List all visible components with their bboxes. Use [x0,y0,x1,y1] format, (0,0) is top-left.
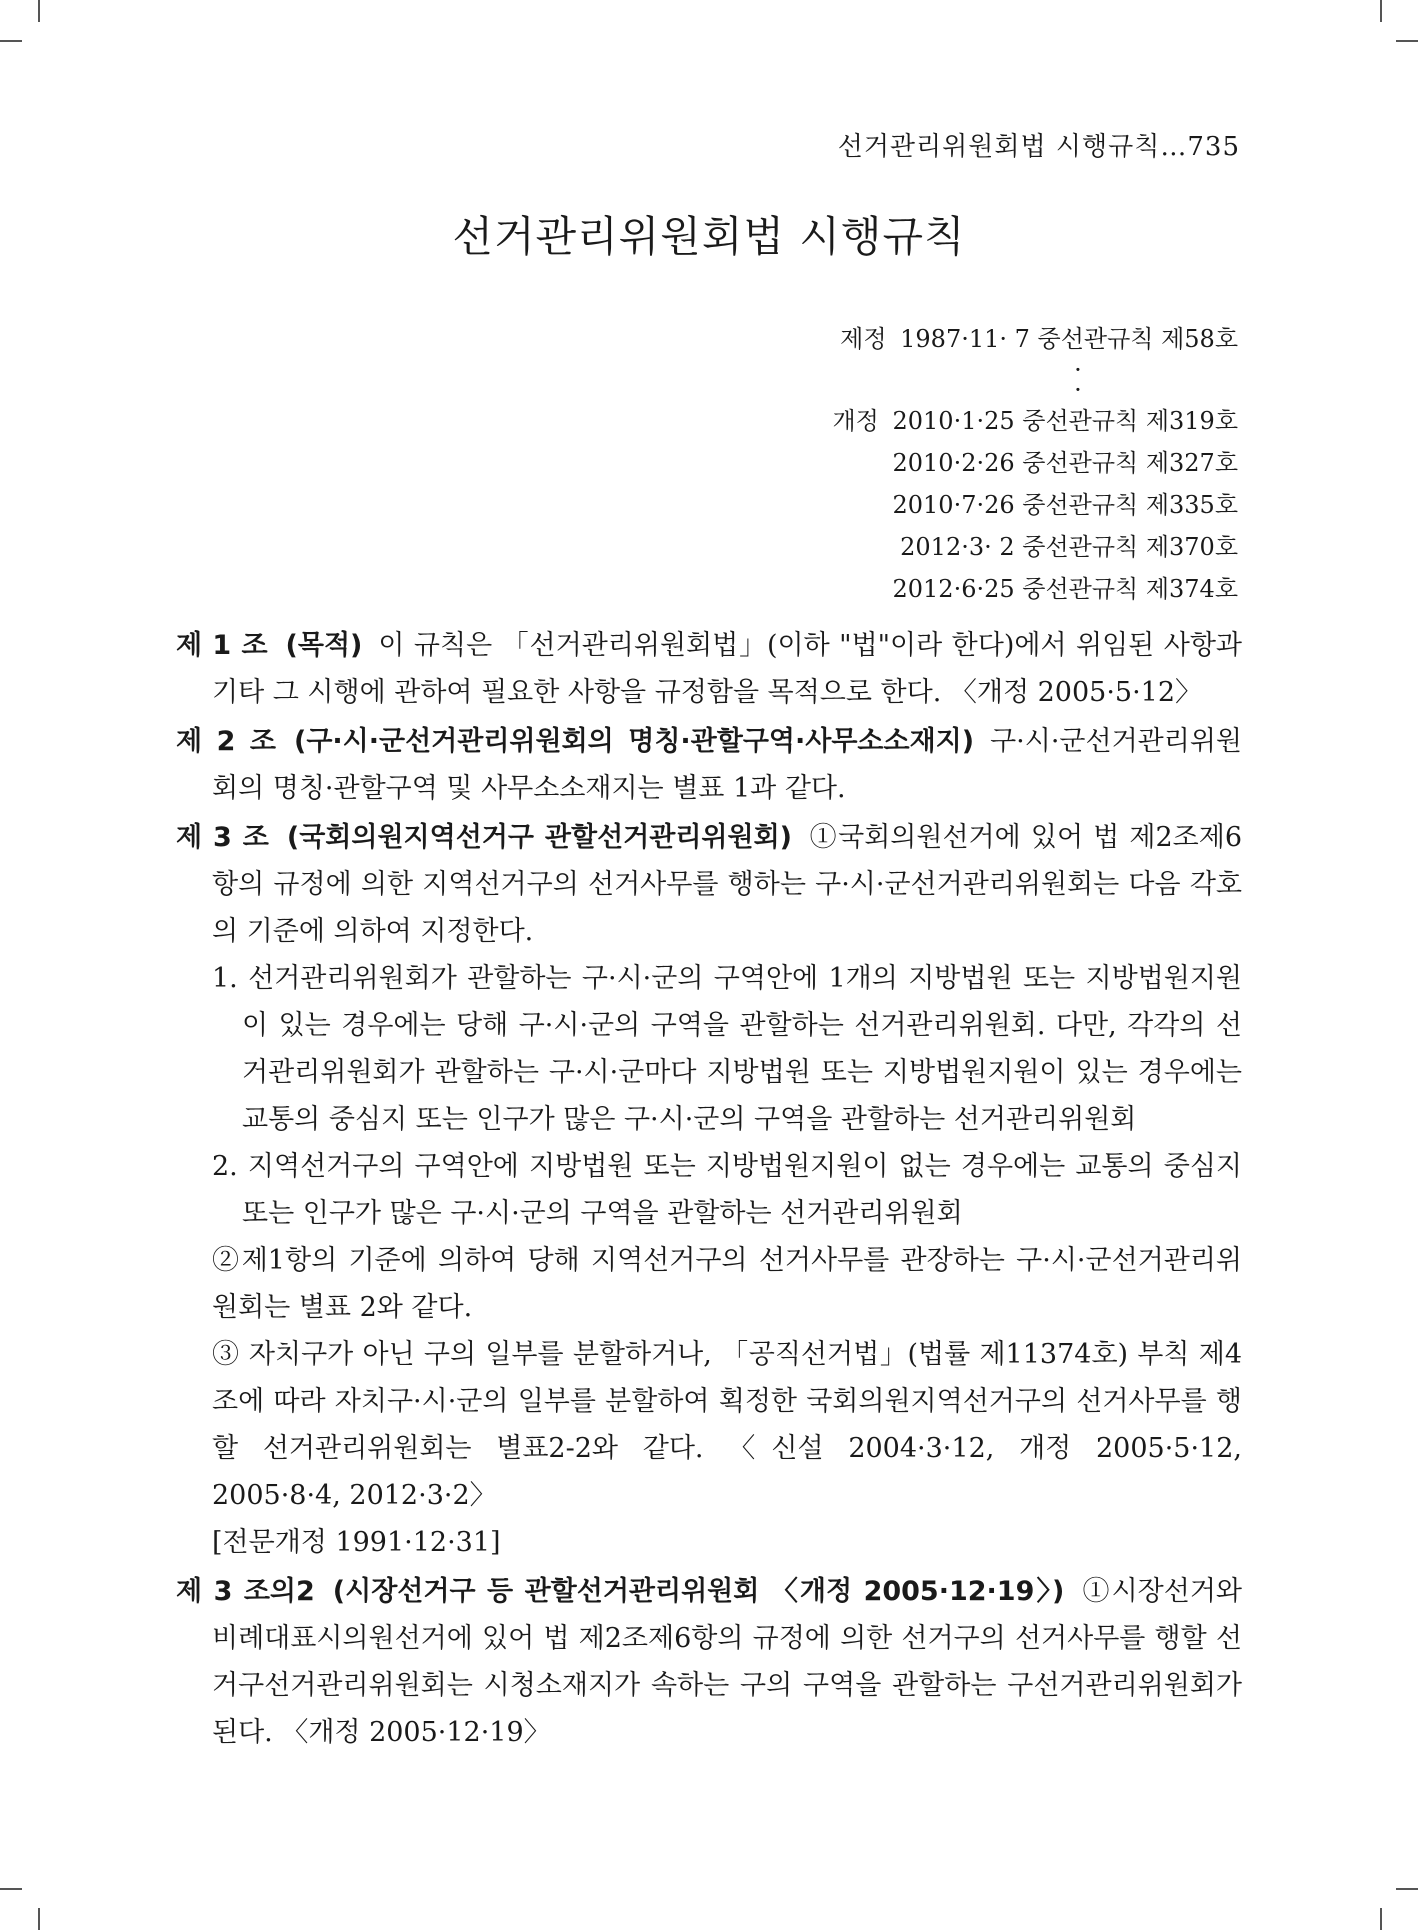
article-2 [176,718,1242,812]
enacted-entry: 1987·11· 7 중선관규칙 제58호 [900,325,1238,353]
crop-mark-right-upper [1396,40,1418,42]
article-text: 구·시·군선거관리위원회의 명칭·관할구역 및 사무소소재지는 별표 1과 같다. [212,726,1242,804]
article-title: (구·시·군선거관리위원회의 명칭·관할구역·사무소소재지) [293,726,975,757]
article-title: (국회의원지역선거구 관할선거관리위원회) [286,822,793,853]
crop-mark-top-left [38,0,40,22]
amendment-row [833,442,1239,484]
amendment-entry: 2012·3· 2 중선관규칙 제370호 [900,533,1238,561]
amendment-row [833,568,1239,610]
article-number: 제 2 조 [176,726,276,757]
article-text: 이 규칙은 「선거관리위원회법」(이하 "법"이라 한다)에서 위임된 사항과 기타 그 시행에 관하여 필요한 사항을 규정함을 목적으로 한다. 〈개정 2005·5·12〉 [212,630,1242,708]
article-number: 제 3 조의2 [176,1576,315,1607]
article-text: ①국회의원선거에 있어 법 제2조제6항의 규정에 의한 지역선거구의 선거사무를 행하는 구·시·군선거관리위원회는 다음 각호의 기준에 의하여 지정한다. [212,822,1242,947]
crop-mark-bottom-left [38,1908,40,1930]
article-paragraph [176,814,1242,955]
crop-mark-top-right [1380,0,1382,22]
list-item: 2. 지역선거구의 구역안에 지방법원 또는 지방법원지원이 없는 경우에는 교통의 중심지 또는 인구가 많은 구·시·군의 구역을 관할하는 선거관리위원회 [212,1151,1242,1229]
amended-label: 개정 [832,407,879,435]
ellipsis-dots: · · [1074,356,1082,404]
amendment-row [833,400,1239,442]
list-item: 1. 선거관리위원회가 관할하는 구·시·군의 구역안에 1개의 지방법원 또는 지방법원지원이 있는 경우에는 당해 구·시·군의 구역을 관할하는 선거관리위원회. 다만, 각각의 선거관리위원회가 관할하는 구·시·군마다 지방법원 또는 지방법원지원이 있는 경우에는 교통의 중심지 또는 인구가 많은 구·시·군의 구역을 관할하는 선거관리위원회 [212,963,1242,1135]
amendment-entry: 2010·2·26 중선관규칙 제327호 [892,449,1238,477]
revision-note: [전문개정 1991·12·31] [212,1527,501,1558]
article-paragraph [176,718,1242,812]
paragraph-3: ③ 자치구가 아닌 구의 일부를 분할하거나, 「공직선거법」(법률 제11374호) 부칙 제4조에 따라 자치구·시·군의 일부를 분할하여 획정한 국회의원지역선거구의 선거사무를 행할 선거관리위원회는 별표2-2와 같다. 〈신설 2004·3·12, 개정 2005·5·12, 2005·8·4, 2012·3·2〉 [212,1339,1242,1511]
crop-mark-right-lower [1396,1888,1418,1890]
amendment-row [833,484,1239,526]
crop-mark-left-lower [0,1888,22,1890]
amendment-entry: 2012·6·25 중선관규칙 제374호 [892,575,1238,603]
document-title: 선거관리위원회법 시행규칙 [452,212,966,261]
amendment-entry: 2010·7·26 중선관규칙 제335호 [892,491,1238,519]
article-3 [176,814,1242,1566]
article-1 [176,622,1242,716]
amendment-history [833,318,1239,610]
article-paragraph [176,1568,1242,1756]
ellipsis-row [833,356,1239,404]
enactment-row [833,318,1239,360]
article-number: 제 3 조 [176,822,269,853]
enacted-label: 제정 [840,325,887,353]
crop-mark-bottom-right [1380,1908,1382,1930]
article-number: 제 1 조 [176,630,268,661]
article-paragraph [176,622,1242,716]
crop-mark-left-upper [0,40,22,42]
article-3-2 [176,1568,1242,1756]
amendment-entry: 2010·1·25 중선관규칙 제319호 [892,407,1238,435]
amendment-row [833,526,1239,568]
paragraph-2: ②제1항의 기준에 의하여 당해 지역선거구의 선거사무를 관장하는 구·시·군선거관리위원회는 별표 2와 같다. [212,1245,1242,1323]
article-title: (시장선거구 등 관할선거관리위원회 〈개정 2005·12·19〉) [332,1576,1065,1607]
document-body [176,622,1242,1758]
running-head: 선거관리위원회법 시행규칙…735 [837,132,1240,162]
article-text: ①시장선거와 비례대표시의원선거에 있어 법 제2조제6항의 규정에 의한 선거구의 선거사무를 행할 선거구선거관리위원회는 시청소재지가 속하는 구의 구역을 관할하는 구선거관리위원회가 된다. 〈개정 2005·12·19〉 [212,1576,1242,1748]
article-title: (목적) [285,630,363,661]
